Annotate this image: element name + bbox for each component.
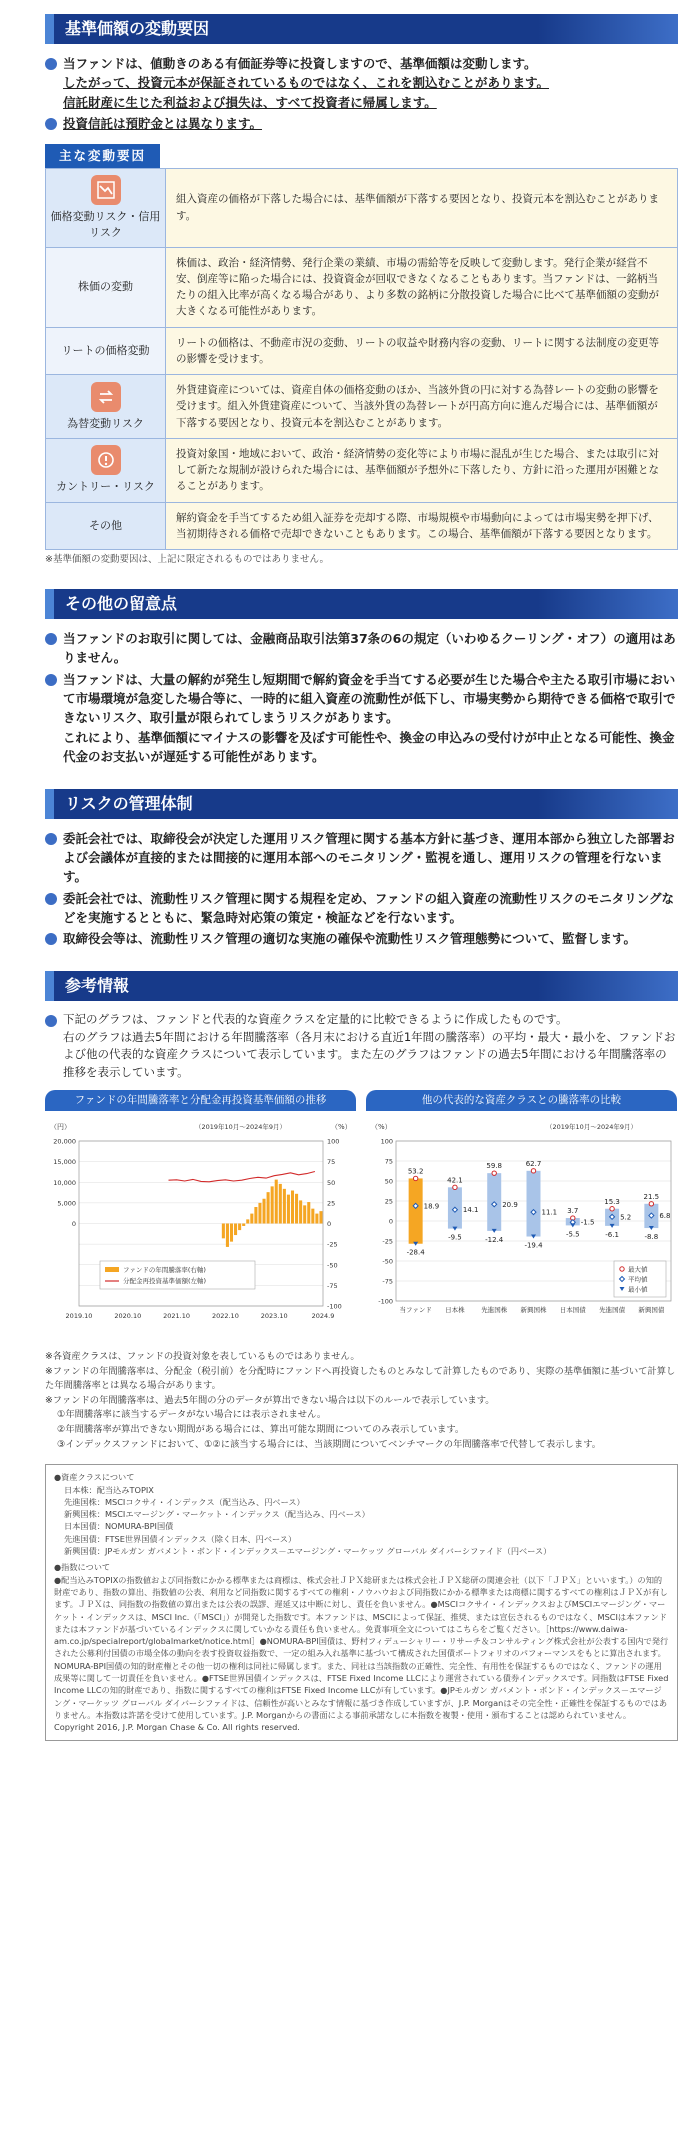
- bullet-item: 当ファンドのお取引に関しては、金融商品取引法第37条の6の規定（いわゆるクーリング・オフ）の適用はありません。: [45, 629, 678, 668]
- section-header: [45, 589, 678, 619]
- risk-label-cell: 価格変動リスク・信用リスク: [46, 168, 166, 247]
- section-title: その他の留意点: [65, 593, 178, 613]
- section-title: リスクの管理体制: [65, 793, 193, 813]
- max-marker: [531, 1169, 535, 1173]
- min-marker: [492, 1229, 497, 1233]
- max-value-label: 21.5: [643, 1193, 660, 1202]
- legend-label: 最大値: [628, 1265, 648, 1274]
- asset-class-chart-svg: [366, 1111, 677, 1336]
- bullet-list: [45, 629, 678, 767]
- min-marker: [570, 1224, 575, 1228]
- min-value-label: -8.8: [644, 1233, 659, 1242]
- table-row: 価格変動リスク・信用リスク 組入資産の価格が下落した場合には、基準価額が下落する要因となり、投資元本を割込むことがあります。: [46, 168, 678, 247]
- max-marker: [492, 1171, 496, 1175]
- category-label: 日本株: [445, 1306, 465, 1315]
- asset-class-chart: [366, 1090, 677, 1342]
- section-other-notes: [45, 589, 678, 767]
- left-tick-label: 0: [71, 1220, 76, 1229]
- chart-notes: ※各資産クラスは、ファンドの投資対象を表しているものではありません。 ※ファンドの年間騰落率は、分配金（税引前）を分配時にファンドへ再投資したものとみなして計算したものであり、実際の基準価額に基づいて計算した年間騰落率とは異なる場合があります。 ※ファンドの年間騰落率は、過去5年間の分のデータが算出できない場合は以下のルールで表示しています。 ①年間騰落率に該当するデータがない場合には表示されません。 ②年間騰落率が算出できない期間がある場合には、算出可能な期間についてのみ表示しています。 ③インデックスファンドにおいて、①②に該当する場合には、当該期間についてベンチマークの年間騰落率で代替して表示します。: [45, 1350, 676, 1451]
- charts-row: [45, 1090, 678, 1342]
- bullet-item: 委託会社では、取締役会が決定した運用リスク管理に関する基本方針に基づき、運用本部から独立した部署および会議体が直接的または間接的に運用本部へのモニタリング・監視を通し、運用リスクの管理を行ないます。: [45, 829, 678, 887]
- axis-label: （%）: [371, 1123, 392, 1132]
- fund-return-chart: [45, 1090, 356, 1342]
- max-value-label: 3.7: [567, 1207, 579, 1216]
- return-bar: [242, 1224, 245, 1226]
- return-bar: [319, 1211, 322, 1223]
- section-risk-management: [45, 789, 678, 949]
- return-bar: [254, 1207, 257, 1224]
- max-value-label: 59.8: [486, 1162, 503, 1171]
- period-label: （2019年10月〜2024年9月）: [546, 1123, 637, 1132]
- return-bar: [230, 1224, 233, 1242]
- bullet-item: 取締役会等は、流動性リスク管理の適切な実施の確保や流動性リスク管理態勢について、監督します。: [45, 929, 678, 948]
- x-tick-label: 2021.10: [163, 1312, 191, 1321]
- right-tick-label: 50: [327, 1179, 336, 1188]
- return-bar: [267, 1192, 270, 1223]
- min-value-label: -28.4: [406, 1249, 425, 1258]
- table-row: その他 解約資金を手当てするため組入証券を売却する際、市場規模や市場動向によっては市場実勢を押下げ、当初期待される価格で売却できないこともあります。この場合、基準価額が下落する要因となります。: [46, 502, 678, 550]
- return-bar: [222, 1224, 225, 1239]
- table-row: 為替変動リスク 外貨建資産については、資産自体の価格変動のほか、当該外貨の円に対する為替レートの変動の影響を受けます。組入外貨建資産について、当該外貨の為替レートが円高方向に進んだ場合には、基準価額が下落する要因となり、投資元本を割込むことがあります。: [46, 375, 678, 439]
- x-tick-label: 2020.10: [114, 1312, 142, 1321]
- return-bar: [246, 1220, 249, 1224]
- category-label: 新興国債: [638, 1306, 665, 1315]
- return-bar: [271, 1187, 274, 1224]
- asset-class-info-box: ●資産クラスについて 日本株：配当込みTOPIX 先進国株：MSCIコクサイ・インデックス（配当込み、円ベース） 新興国株：MSCIエマージング・マーケット・インデックス（配当込み、円ベース） 日本国債：NOMURA-BPI国債 先進国債：FTSE世界国債インデックス（除く日本、円ベース） 新興国債：JPモルガン ガバメント・ボンド・インデックス－エマージング・マーケッツ グローバル ダイバーシファイド（円ベース） ●指数について ●配当込みTOPIXの指数値および同指数にかかる標準または商標は、株式会社ＪＰＸ総研または株式会社ＪＰＸ総研の関連会社（以下「ＪＰＸ」といいます。）の知的財産であり、指数の算出、指数値の公表、利用など同指数に関するすべての権利・ノウハウおよび同指数にかかる標準または商標に関するすべての権利はＪＰＸが有します。ＪＰＸは、同指数の指数値の算出または公表の誤謬、遅延又は中断に対し、責任を負いません。●MSCIコクサイ・インデックスおよびMSCIエマージング・マーケット・インデックスは、MSCI Inc.（「MSCI」）が開発した指数です。本ファンドは、MSCIによって保証、推奨、または宣伝されるものではなく、MSCIは本ファンドまたは本ファンドが基づいているインデックスに関していかなる責任も負いません。免責事項全文についてはこちらをご覧ください。［https://www.daiwa-am.co.jp/specialreport/globalmarket/notice.html］●NOMURA-BPI国債は、野村フィデューシャリー・リサーチ＆コンサルティング株式会社が公表する国内で発行された公募利付国債の市場全体の動向を表す投資収益指数で、一定の組み入れ基準に基づいて構成された国債ポートフォリオのパフォーマンスをもとに算出されます。NOMURA-BPI国債の知的財産権とその他一切の権利は同社に帰属します。また、同社は当該指数の正確性、完全性、有用性を保証するものではなく、ファンドの運用成果等に関して一切責任を負いません。●FTSE世界国債インデックスは、FTSE Fixed Income LLCにより運営されている債券インデックスです。同指数はFTSE Fixed Income LLCの知的財産であり、指数に関するすべての権利はFTSE Fixed Income LLCが有しています。●JPモルガン ガバメント・ボンド・インデックス－エマージング・マーケッツ グローバル ダイバーシファイドは、信頼性が高いとみなす情報に基づき作成していますが、J.P. Morganはその完全性・正確性を保証するものではありません。本指数は許諾を受けて使用しています。J.P. Morganからの書面による事前承諾なしに本指数を複製・使用・頒布することは認められていません。Copyright 2016, J.P. Morgan Chase & Co. All rights reserved.: [45, 1464, 678, 1740]
- section-header: [45, 14, 678, 44]
- max-marker: [413, 1177, 417, 1181]
- globe-warning-icon: [91, 445, 121, 475]
- risk-table-title: 主な変動要因: [45, 144, 160, 168]
- y-tick-label: -25: [382, 1237, 393, 1246]
- avg-value-label: 11.1: [541, 1208, 558, 1217]
- table-row: カントリー・リスク 投資対象国・地域において、政治・経済情勢の変化等により市場に混乱が生じた場合、または取引に対して新たな規制が設けられた場合には、基準価額が予想外に下落したり、方針に沿った運用が困難となることがあります。: [46, 438, 678, 502]
- min-value-label: -5.5: [565, 1230, 580, 1239]
- risk-label-cell: カントリー・リスク: [46, 438, 166, 502]
- axis-label-right: （%）: [331, 1123, 352, 1132]
- bullet-list: [45, 54, 678, 134]
- section-volatility-factors: [45, 14, 678, 567]
- bullet-item: 当ファンドは、値動きのある有価証券等に投資しますので、基準価額は変動します。 したがって、投資元本が保証されているものではなく、これを割込むことがあります。 信託財産に生じた利益および損失は、すべて投資者に帰属します。: [45, 54, 678, 112]
- category-label: 先進国債: [599, 1306, 626, 1315]
- left-tick-label: 10,000: [53, 1179, 76, 1188]
- y-tick-label: 75: [384, 1157, 393, 1166]
- min-marker: [649, 1226, 654, 1230]
- right-tick-label: 100: [327, 1137, 340, 1146]
- min-value-label: -19.4: [524, 1241, 543, 1250]
- left-tick-label: 20,000: [53, 1137, 76, 1146]
- bullet-item: 下記のグラフは、ファンドと代表的な資産クラスを定量的に比較できるように作成したものです。 右のグラフは過去5年間における年間騰落率（各月末における直近1年間の騰落率）の平均・最大・最小を、ファンドおよび他の代表的な資産クラスについて表示しています。また左のグラフはファンドの過去5年間における年間騰落率の推移を表示しています。: [45, 1011, 678, 1082]
- avg-value-label: 20.9: [502, 1201, 518, 1210]
- y-tick-label: 0: [388, 1217, 393, 1226]
- risk-label-cell: 為替変動リスク: [46, 375, 166, 439]
- currency-exchange-icon: [91, 382, 121, 412]
- category-label: 日本国債: [559, 1306, 586, 1315]
- return-bar: [234, 1224, 237, 1236]
- return-bar: [307, 1202, 310, 1223]
- legend-swatch-bar: [105, 1267, 119, 1272]
- max-value-label: 62.7: [525, 1160, 542, 1169]
- footnote: ※基準価額の変動要因は、上記に限定されるものではありません。: [45, 554, 330, 566]
- category-label: 先進国株: [481, 1306, 508, 1315]
- section-header: [45, 789, 678, 819]
- table-row: 株価の変動 株価は、政治・経済情勢、発行企業の業績、市場の需給等を反映して変動します。発行企業が経営不安、倒産等に陥った場合には、投資資金が回収できなくなることもあります。当ファンドは、一銘柄当たりの組入比率が高くなる場合があり、より多数の銘柄に分散投資した場合に比べて基準価額の変動が大きくなる可能性があります。: [46, 247, 678, 327]
- legend-label: 平均値: [628, 1275, 648, 1284]
- return-bar: [263, 1199, 266, 1224]
- return-bar: [279, 1184, 282, 1224]
- y-tick-label: 25: [384, 1197, 393, 1206]
- section-title: 参考情報: [65, 975, 130, 995]
- right-tick-label: 0: [327, 1220, 332, 1229]
- section-reference-info: [45, 971, 678, 1741]
- return-bar: [238, 1224, 241, 1231]
- bullet-item: 投資信託は預貯金とは異なります。: [45, 114, 678, 133]
- range-bar: [527, 1171, 541, 1237]
- right-tick-label: 75: [327, 1158, 336, 1167]
- legend-max-marker: [620, 1267, 624, 1271]
- return-bar: [226, 1224, 229, 1247]
- right-tick-label: -75: [327, 1282, 338, 1291]
- right-tick-label: 25: [327, 1199, 336, 1208]
- min-value-label: -9.5: [448, 1233, 462, 1242]
- x-tick-label: 2022.10: [211, 1312, 239, 1321]
- min-marker: [531, 1235, 536, 1239]
- y-tick-label: -100: [378, 1297, 393, 1306]
- y-tick-label: 50: [384, 1177, 393, 1186]
- legend-label: 最小値: [628, 1285, 648, 1294]
- category-label: 新興国株: [520, 1306, 547, 1315]
- period-label: （2019年10月〜2024年9月）: [195, 1123, 286, 1132]
- fund-return-chart-svg: [45, 1111, 356, 1336]
- legend-label: 分配金再投資基準価額(左軸): [123, 1277, 207, 1286]
- right-tick-label: -25: [327, 1240, 338, 1249]
- y-tick-label: 100: [380, 1137, 393, 1146]
- range-bar: [409, 1179, 423, 1244]
- max-marker: [453, 1185, 457, 1189]
- max-marker: [610, 1207, 614, 1211]
- return-bar: [299, 1201, 302, 1224]
- chart-title: 他の代表的な資産クラスとの騰落率の比較: [366, 1090, 677, 1111]
- section-header: [45, 971, 678, 1001]
- right-tick-label: -50: [327, 1261, 338, 1270]
- return-bar: [287, 1195, 290, 1224]
- return-bar: [283, 1189, 286, 1224]
- x-tick-label: 2024.9: [311, 1312, 335, 1321]
- min-value-label: -12.4: [485, 1236, 504, 1245]
- min-value-label: -6.1: [605, 1231, 619, 1240]
- chart-down-icon: [91, 175, 121, 205]
- table-row: リートの価格変動 リートの価格は、不動産市況の変動、リートの収益や財務内容の変動、リートに関する法制度の変更等の影響を受けます。: [46, 327, 678, 375]
- bullet-item: 当ファンドは、大量の解約が発生し短期間で解約資金を手当てする必要が生じた場合や主たる取引市場において市場環境が急変した場合等に、一時的に組入資産の流動性が低下し、市場実勢から期待できる価格で取引できないリスク、取引量が限られてしまうリスクがあります。 これにより、基準価額にマイナスの影響を及ぼす可能性や、換金の申込みの受付けが中止となる可能性、換金代金のお支払いが遅延する可能性があります。: [45, 670, 678, 767]
- bullet-list: [45, 829, 678, 949]
- avg-value-label: -1.5: [580, 1219, 595, 1228]
- x-tick-label: 2019.10: [65, 1312, 93, 1321]
- category-label: 当ファンド: [399, 1306, 432, 1315]
- x-tick-label: 2023.10: [260, 1312, 288, 1321]
- max-value-label: 15.3: [604, 1198, 620, 1207]
- return-bar: [315, 1214, 318, 1224]
- bullet-list: [45, 1011, 678, 1082]
- avg-value-label: 14.1: [462, 1206, 479, 1215]
- return-bar: [311, 1209, 314, 1224]
- return-bar: [258, 1203, 261, 1224]
- return-bar: [291, 1191, 294, 1224]
- section-title: 基準価額の変動要因: [65, 19, 210, 38]
- avg-value-label: 18.9: [423, 1202, 440, 1211]
- risk-table: [45, 168, 678, 551]
- nav-line: [169, 1172, 315, 1182]
- return-bar: [275, 1180, 278, 1224]
- axis-label-left: （円）: [50, 1123, 71, 1132]
- return-bar: [295, 1194, 298, 1224]
- left-tick-label: 15,000: [53, 1158, 76, 1167]
- max-value-label: 53.2: [407, 1167, 424, 1176]
- return-bar: [303, 1206, 306, 1224]
- chart-title: ファンドの年間騰落率と分配金再投資基準価額の推移: [45, 1090, 356, 1111]
- avg-value-label: 5.2: [620, 1213, 632, 1222]
- left-tick-label: 5,000: [57, 1199, 76, 1208]
- legend-label: ファンドの年間騰落率(右軸): [123, 1266, 206, 1275]
- return-bar: [250, 1214, 253, 1224]
- max-value-label: 42.1: [447, 1176, 463, 1185]
- avg-value-label: 6.8: [659, 1212, 671, 1221]
- max-marker: [649, 1202, 653, 1206]
- y-tick-label: -50: [382, 1257, 393, 1266]
- right-tick-label: -100: [327, 1302, 342, 1311]
- bullet-item: 委託会社では、流動性リスク管理に関する規程を定め、ファンドの組入資産の流動性リスクのモニタリングなどを実施するとともに、緊急時対応策の策定・検証などを行ないます。: [45, 889, 678, 928]
- y-tick-label: -75: [382, 1277, 393, 1286]
